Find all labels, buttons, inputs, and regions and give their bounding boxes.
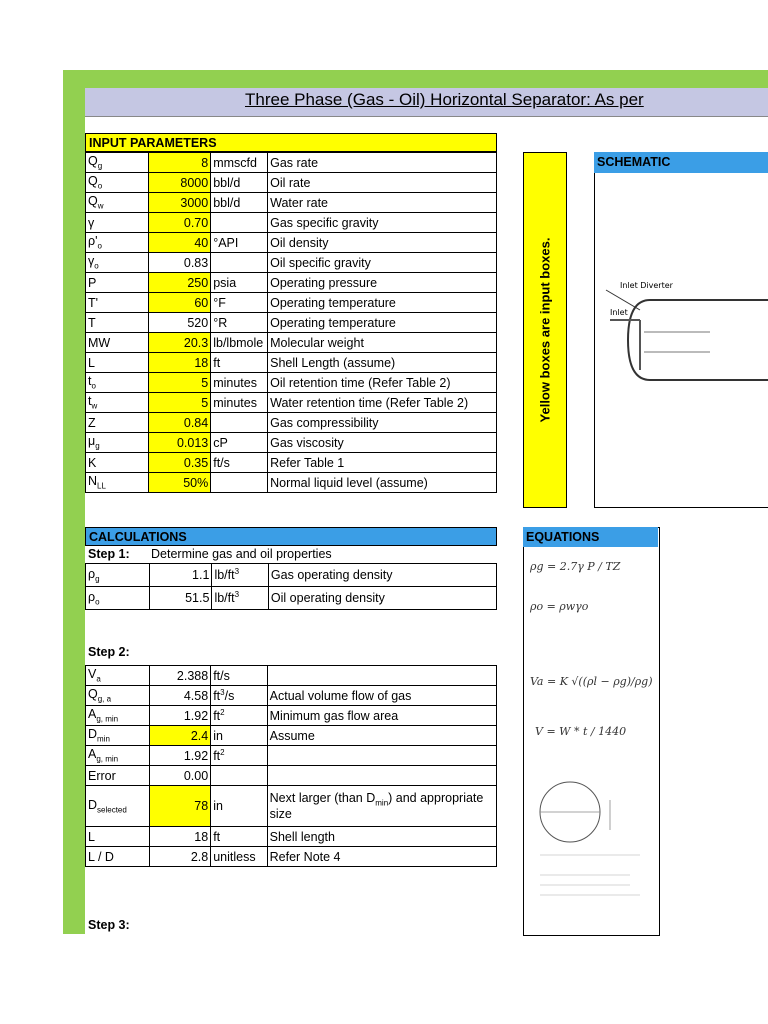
step1-unit: $lb/ft^3$ <box>212 587 268 610</box>
input-symbol: P <box>86 273 149 293</box>
input-symbol: $\mu_g$ <box>86 433 149 453</box>
step2-description: Minimum gas flow area <box>267 706 496 726</box>
separator-schematic <box>600 270 768 390</box>
input-value[interactable]: 8000 <box>149 173 211 193</box>
input-row <box>86 293 497 313</box>
step1-description: Oil operating density <box>268 587 496 610</box>
page-title: Three Phase (Gas - Oil) Horizontal Separator: As per <box>245 90 644 109</box>
step2-value: 1.92 <box>149 706 210 726</box>
input-description: Normal liquid level (assume) <box>268 473 497 493</box>
calculations-header: CALCULATIONS <box>85 527 497 546</box>
step2-value: 4.58 <box>149 686 210 706</box>
input-row <box>86 273 497 293</box>
input-unit: minutes <box>211 393 268 413</box>
input-description: Operating temperature <box>268 293 497 313</box>
input-value[interactable]: 60 <box>149 293 211 313</box>
step2-row <box>86 706 497 726</box>
equation-volume: V = W * t / 1440 <box>535 725 627 738</box>
input-description: Oil retention time (Refer Table 2) <box>268 373 497 393</box>
input-row <box>86 353 497 373</box>
step1-description: Gas operating density <box>268 564 496 587</box>
left-green-bar <box>63 70 85 934</box>
step2-description: Assume <box>267 726 496 746</box>
input-unit <box>211 253 268 273</box>
step2-unit: $ft^2$ <box>211 746 267 766</box>
input-description: Gas compressibility <box>268 413 497 433</box>
step2-unit: in <box>211 786 267 827</box>
input-value[interactable]: 0.013 <box>149 433 211 453</box>
step2-symbol: $A_{g, min}$ <box>86 706 150 726</box>
step2-row <box>86 726 497 746</box>
step2-symbol: $V_a$ <box>86 666 150 686</box>
input-box-note-text: Yellow boxes are input boxes. <box>537 237 553 423</box>
input-unit: °R <box>211 313 268 333</box>
step2-symbol: $Q_{g, a}$ <box>86 686 150 706</box>
input-row <box>86 393 497 413</box>
input-symbol: K <box>86 453 149 473</box>
inlet-label: Inlet <box>610 308 628 317</box>
step2-unit: ft/s <box>211 666 267 686</box>
input-value[interactable]: 0.70 <box>149 213 211 233</box>
input-description: Operating pressure <box>268 273 497 293</box>
input-row <box>86 413 497 433</box>
step2-value[interactable]: 78 <box>149 786 210 827</box>
step1-unit: $lb/ft^3$ <box>212 564 268 587</box>
step1-value: 1.1 <box>150 564 212 587</box>
step2-value: 0.00 <box>149 766 210 786</box>
input-description: Water retention time (Refer Table 2) <box>268 393 497 413</box>
input-symbol: Z <box>86 413 149 433</box>
input-unit: psia <box>211 273 268 293</box>
input-unit: ft <box>211 353 268 373</box>
input-symbol: MW <box>86 333 149 353</box>
step1-label: Step 1: <box>88 547 130 561</box>
input-unit: bbl/d <box>211 173 268 193</box>
input-value[interactable]: 18 <box>149 353 211 373</box>
input-symbol: L <box>86 353 149 373</box>
step2-row <box>86 766 497 786</box>
step2-value: 18 <box>149 827 210 847</box>
input-unit: ft/s <box>211 453 268 473</box>
input-symbol: T <box>86 313 149 333</box>
step1-symbol: $\rho_g$ <box>86 564 150 587</box>
step2-table <box>85 665 497 867</box>
input-row <box>86 473 497 493</box>
input-row <box>86 253 497 273</box>
input-symbol: $Q_w$ <box>86 193 149 213</box>
input-row <box>86 233 497 253</box>
input-row <box>86 453 497 473</box>
step2-symbol: L / D <box>86 847 150 867</box>
step1-description: Determine gas and oil properties <box>151 547 332 561</box>
input-value[interactable]: 250 <box>149 273 211 293</box>
step2-row <box>86 827 497 847</box>
input-description: Gas viscosity <box>268 433 497 453</box>
step2-description <box>267 766 496 786</box>
step2-symbol: $A_{g, min}$ <box>86 746 150 766</box>
inlet-diverter-label: Inlet Diverter <box>620 281 673 290</box>
input-value[interactable]: 8 <box>149 153 211 173</box>
step2-unit: $ft^3/s$ <box>211 686 267 706</box>
step1-table <box>85 563 497 610</box>
input-symbol: T' <box>86 293 149 313</box>
input-symbol: $\gamma_o$ <box>86 253 149 273</box>
step2-unit: in <box>211 726 267 746</box>
input-box-note <box>523 152 567 508</box>
input-unit <box>211 213 268 233</box>
step2-value: 2.8 <box>149 847 210 867</box>
schematic-header: SCHEMATIC <box>594 152 768 173</box>
input-description: Shell Length (assume) <box>268 353 497 373</box>
vessel-segment-diagram <box>530 770 650 920</box>
input-description: Gas rate <box>268 153 497 173</box>
step2-symbol: Error <box>86 766 150 786</box>
header-green-bar <box>63 70 768 88</box>
input-symbol: $Q_g$ <box>86 153 149 173</box>
step2-unit <box>211 766 267 786</box>
input-unit: cP <box>211 433 268 453</box>
input-value[interactable]: 40 <box>149 233 211 253</box>
input-value[interactable]: 50% <box>149 473 211 493</box>
input-row <box>86 213 497 233</box>
input-symbol: $\rho'_o$ <box>86 233 149 253</box>
step1-row <box>86 587 497 610</box>
input-value[interactable]: 0.35 <box>149 453 211 473</box>
input-row <box>86 333 497 353</box>
step2-row <box>86 666 497 686</box>
step2-row <box>86 786 497 827</box>
input-value[interactable]: 20.3 <box>149 333 211 353</box>
step2-description: Next larger (than $D_{min}$) and appropriate size <box>267 786 496 827</box>
step2-description: Actual volume flow of gas <box>267 686 496 706</box>
step2-label: Step 2: <box>88 645 130 659</box>
step2-value: 2.388 <box>149 666 210 686</box>
input-symbol: $t_w$ <box>86 393 149 413</box>
input-row <box>86 313 497 333</box>
step3-label: Step 3: <box>88 918 130 932</box>
input-unit: lb/lbmole <box>211 333 268 353</box>
input-unit: bbl/d <box>211 193 268 213</box>
equation-oil-density: ρo = ρwγo <box>530 600 589 613</box>
input-description: Operating temperature <box>268 313 497 333</box>
step1-symbol: $\rho_o$ <box>86 587 150 610</box>
input-unit: °F <box>211 293 268 313</box>
input-symbol: $t_o$ <box>86 373 149 393</box>
step2-unit: ft <box>211 827 267 847</box>
step2-value: 1.92 <box>149 746 210 766</box>
input-unit <box>211 413 268 433</box>
equation-velocity: Va = K √((ρl − ρg)/ρg) <box>530 675 653 688</box>
equation-gas-density: ρg = 2.7γ P / TZ <box>530 560 621 573</box>
input-row <box>86 173 497 193</box>
equations-header: EQUATIONS <box>523 527 658 547</box>
step1-row <box>86 564 497 587</box>
step2-unit: $ft^2$ <box>211 706 267 726</box>
step2-symbol: L <box>86 827 150 847</box>
step2-symbol: $D_{selected}$ <box>86 786 150 827</box>
input-value[interactable]: 3000 <box>149 193 211 213</box>
step1-value: 51.5 <box>150 587 212 610</box>
input-row <box>86 373 497 393</box>
step2-description <box>267 746 496 766</box>
input-unit: minutes <box>211 373 268 393</box>
input-value[interactable]: 5 <box>149 393 211 413</box>
input-value: 520 <box>149 313 211 333</box>
step2-unit: unitless <box>211 847 267 867</box>
input-description: Oil specific gravity <box>268 253 497 273</box>
input-header: INPUT PARAMETERS <box>85 133 497 152</box>
input-description: Oil rate <box>268 173 497 193</box>
input-description: Molecular weight <box>268 333 497 353</box>
step2-value[interactable]: 2.4 <box>149 726 210 746</box>
input-unit: °API <box>211 233 268 253</box>
input-description: Water rate <box>268 193 497 213</box>
input-symbol: $Q_o$ <box>86 173 149 193</box>
step2-row <box>86 847 497 867</box>
input-parameters-table <box>85 152 497 493</box>
step2-row <box>86 746 497 766</box>
input-unit <box>211 473 268 493</box>
input-row <box>86 433 497 453</box>
input-value[interactable]: 0.84 <box>149 413 211 433</box>
input-description: Oil density <box>268 233 497 253</box>
input-unit: mmscfd <box>211 153 268 173</box>
input-description: Refer Table 1 <box>268 453 497 473</box>
step2-description: Shell length <box>267 827 496 847</box>
step2-description <box>267 666 496 686</box>
input-symbol: $N_{LL}$ <box>86 473 149 493</box>
input-row <box>86 153 497 173</box>
step2-symbol: $D_{min}$ <box>86 726 150 746</box>
input-description: Gas specific gravity <box>268 213 497 233</box>
step2-description: Refer Note 4 <box>267 847 496 867</box>
step2-row <box>86 686 497 706</box>
input-row <box>86 193 497 213</box>
input-value[interactable]: 5 <box>149 373 211 393</box>
input-symbol: γ <box>86 213 149 233</box>
input-value: 0.83 <box>149 253 211 273</box>
